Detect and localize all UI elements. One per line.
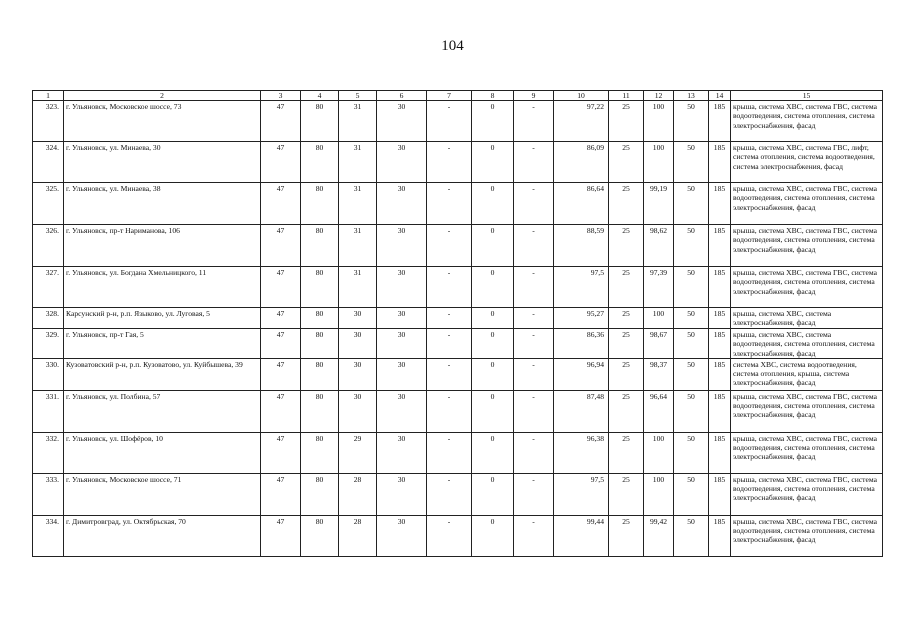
value-cell: -	[427, 358, 472, 390]
value-cell: 100	[644, 101, 674, 142]
works-cell: крыша, система ХВС, система ГВС, система водоотведения, система отопления, система электроснабжения, фасад	[731, 267, 883, 308]
value-cell: 97,22	[554, 101, 609, 142]
row-number-cell: 331.	[33, 390, 64, 432]
address-cell: г. Ульяновск, пр-т Гая, 5	[64, 329, 261, 359]
value-cell: 47	[261, 358, 301, 390]
value-cell: 185	[709, 225, 731, 267]
address-cell: г. Ульяновск, ул. Минаева, 38	[64, 183, 261, 225]
column-number: 7	[427, 91, 472, 101]
value-cell: -	[427, 432, 472, 473]
value-cell: 185	[709, 101, 731, 142]
value-cell: 80	[301, 358, 339, 390]
value-cell: 31	[339, 142, 377, 183]
table-row	[33, 515, 883, 556]
value-cell: 47	[261, 183, 301, 225]
address-cell: г. Ульяновск, ул. Полбина, 57	[64, 390, 261, 432]
value-cell: 50	[674, 225, 709, 267]
table-row	[33, 473, 883, 515]
works-cell: крыша, система ХВС, система ГВС, система водоотведения, система отопления, система электроснабжения, фасад	[731, 183, 883, 225]
value-cell: 99,19	[644, 183, 674, 225]
table-row	[33, 308, 883, 329]
value-cell: 25	[609, 432, 644, 473]
value-cell: 31	[339, 183, 377, 225]
value-cell: 25	[609, 308, 644, 329]
value-cell: 185	[709, 267, 731, 308]
value-cell: -	[427, 390, 472, 432]
value-cell: 96,64	[644, 390, 674, 432]
table-row	[33, 225, 883, 267]
value-cell: 25	[609, 390, 644, 432]
value-cell: 50	[674, 473, 709, 515]
value-cell: -	[514, 390, 554, 432]
works-cell: крыша, система ХВС, система ГВС, лифт, система отопления, система водоотведения, система электроснабжения, фасад	[731, 142, 883, 183]
works-cell: крыша, система ХВС, система ГВС, система водоотведения, система отопления, система электроснабжения, фасад	[731, 473, 883, 515]
value-cell: -	[514, 101, 554, 142]
value-cell: 0	[472, 183, 514, 225]
value-cell: 47	[261, 473, 301, 515]
value-cell: 185	[709, 358, 731, 390]
value-cell: 25	[609, 473, 644, 515]
value-cell: 185	[709, 308, 731, 329]
value-cell: 47	[261, 390, 301, 432]
address-cell: Кузоватовский р-н, р.п. Кузоватово, ул. Куйбышева, 39	[64, 358, 261, 390]
column-number: 6	[377, 91, 427, 101]
table-row	[33, 390, 883, 432]
row-number-cell: 330.	[33, 358, 64, 390]
row-number-cell: 324.	[33, 142, 64, 183]
value-cell: 30	[339, 358, 377, 390]
value-cell: 25	[609, 101, 644, 142]
column-number: 9	[514, 91, 554, 101]
address-cell: г. Ульяновск, пр-т Нариманова, 106	[64, 225, 261, 267]
value-cell: 47	[261, 432, 301, 473]
value-cell: 28	[339, 473, 377, 515]
works-cell: крыша, система ХВС, система ГВС, система водоотведения, система отопления, система электроснабжения, фасад	[731, 390, 883, 432]
value-cell: -	[514, 142, 554, 183]
value-cell: 80	[301, 267, 339, 308]
row-number-cell: 333.	[33, 473, 64, 515]
address-cell: г. Ульяновск, ул. Шофёров, 10	[64, 432, 261, 473]
value-cell: 97,39	[644, 267, 674, 308]
value-cell: 100	[644, 432, 674, 473]
value-cell: 99,42	[644, 515, 674, 556]
row-number-cell: 329.	[33, 329, 64, 359]
value-cell: 185	[709, 329, 731, 359]
works-cell: крыша, система ХВС, система ГВС, система водоотведения, система отопления, система электроснабжения, фасад	[731, 432, 883, 473]
value-cell: -	[514, 473, 554, 515]
value-cell: 0	[472, 225, 514, 267]
table-row	[33, 432, 883, 473]
value-cell: 185	[709, 142, 731, 183]
value-cell: 86,09	[554, 142, 609, 183]
value-cell: 30	[339, 329, 377, 359]
value-cell: 95,27	[554, 308, 609, 329]
value-cell: 30	[377, 142, 427, 183]
page-number: 104	[441, 38, 464, 54]
value-cell: 25	[609, 515, 644, 556]
value-cell: -	[427, 473, 472, 515]
value-cell: 30	[339, 390, 377, 432]
value-cell: 80	[301, 473, 339, 515]
value-cell: 100	[644, 142, 674, 183]
column-number: 12	[644, 91, 674, 101]
row-number-cell: 334.	[33, 515, 64, 556]
value-cell: 80	[301, 142, 339, 183]
value-cell: 25	[609, 183, 644, 225]
address-cell: г. Ульяновск, ул. Минаева, 30	[64, 142, 261, 183]
value-cell: 80	[301, 308, 339, 329]
works-cell: крыша, система ХВС, система ГВС, система водоотведения, система отопления, система электроснабжения, фасад	[731, 515, 883, 556]
value-cell: 25	[609, 225, 644, 267]
value-cell: 80	[301, 101, 339, 142]
column-number: 3	[261, 91, 301, 101]
value-cell: 80	[301, 432, 339, 473]
value-cell: 50	[674, 432, 709, 473]
value-cell: 30	[377, 225, 427, 267]
value-cell: 80	[301, 225, 339, 267]
value-cell: 99,44	[554, 515, 609, 556]
value-cell: -	[427, 515, 472, 556]
value-cell: 50	[674, 183, 709, 225]
column-number: 4	[301, 91, 339, 101]
value-cell: 50	[674, 515, 709, 556]
value-cell: 87,48	[554, 390, 609, 432]
value-cell: 88,59	[554, 225, 609, 267]
value-cell: -	[514, 267, 554, 308]
value-cell: 98,62	[644, 225, 674, 267]
value-cell: -	[514, 358, 554, 390]
column-number: 8	[472, 91, 514, 101]
value-cell: 80	[301, 390, 339, 432]
value-cell: 80	[301, 329, 339, 359]
column-number: 2	[64, 91, 261, 101]
value-cell: 50	[674, 308, 709, 329]
value-cell: 80	[301, 183, 339, 225]
value-cell: 97,5	[554, 473, 609, 515]
value-cell: -	[514, 225, 554, 267]
value-cell: 185	[709, 473, 731, 515]
value-cell: 25	[609, 329, 644, 359]
value-cell: 25	[609, 142, 644, 183]
value-cell: -	[514, 308, 554, 329]
value-cell: 0	[472, 329, 514, 359]
value-cell: -	[514, 183, 554, 225]
value-cell: -	[514, 515, 554, 556]
value-cell: 98,67	[644, 329, 674, 359]
value-cell: 185	[709, 390, 731, 432]
value-cell: 47	[261, 225, 301, 267]
works-cell: крыша, система ХВС, система электроснабжения, фасад	[731, 308, 883, 329]
value-cell: -	[514, 432, 554, 473]
value-cell: 47	[261, 142, 301, 183]
value-cell: 28	[339, 515, 377, 556]
value-cell: 29	[339, 432, 377, 473]
value-cell: 30	[339, 308, 377, 329]
works-cell: система ХВС, система водоотведения, система отопления, крыша, система электроснабжения, фасад	[731, 358, 883, 390]
value-cell: 0	[472, 267, 514, 308]
row-number-cell: 328.	[33, 308, 64, 329]
table-row	[33, 183, 883, 225]
value-cell: 31	[339, 267, 377, 308]
header-row	[33, 91, 883, 101]
address-cell: г. Ульяновск, Московское шоссе, 73	[64, 101, 261, 142]
value-cell: 86,64	[554, 183, 609, 225]
value-cell: -	[427, 101, 472, 142]
table-row	[33, 142, 883, 183]
value-cell: 47	[261, 101, 301, 142]
row-number-cell: 326.	[33, 225, 64, 267]
value-cell: 100	[644, 308, 674, 329]
value-cell: 80	[301, 515, 339, 556]
value-cell: 0	[472, 358, 514, 390]
value-cell: 50	[674, 267, 709, 308]
value-cell: 50	[674, 329, 709, 359]
value-cell: 47	[261, 308, 301, 329]
value-cell: 30	[377, 473, 427, 515]
column-number: 5	[339, 91, 377, 101]
value-cell: 98,37	[644, 358, 674, 390]
value-cell: 30	[377, 329, 427, 359]
value-cell: 0	[472, 101, 514, 142]
row-number-cell: 325.	[33, 183, 64, 225]
value-cell: 25	[609, 267, 644, 308]
table-row	[33, 329, 883, 359]
value-cell: 0	[472, 432, 514, 473]
value-cell: 97,5	[554, 267, 609, 308]
value-cell: 31	[339, 225, 377, 267]
address-cell: г. Ульяновск, Московское шоссе, 71	[64, 473, 261, 515]
value-cell: -	[427, 225, 472, 267]
value-cell: -	[427, 142, 472, 183]
value-cell: 100	[644, 473, 674, 515]
works-cell: крыша, система ХВС, система ГВС, система водоотведения, система отопления, система электроснабжения, фасад	[731, 101, 883, 142]
table-row	[33, 267, 883, 308]
table-row	[33, 358, 883, 390]
value-cell: 30	[377, 358, 427, 390]
value-cell: -	[427, 329, 472, 359]
value-cell: 0	[472, 142, 514, 183]
value-cell: 96,94	[554, 358, 609, 390]
value-cell: 30	[377, 515, 427, 556]
value-cell: 25	[609, 358, 644, 390]
row-number-cell: 327.	[33, 267, 64, 308]
value-cell: -	[427, 308, 472, 329]
value-cell: 30	[377, 308, 427, 329]
address-cell: г. Димитровград, ул. Октябрьская, 70	[64, 515, 261, 556]
value-cell: 30	[377, 432, 427, 473]
column-number: 15	[731, 91, 883, 101]
works-cell: крыша, система ХВС, система водоотведения, система отопления, система электроснабжения, фасад	[731, 329, 883, 359]
value-cell: 47	[261, 515, 301, 556]
value-cell: 30	[377, 390, 427, 432]
address-cell: г. Ульяновск, ул. Богдана Хмельницкого, 11	[64, 267, 261, 308]
value-cell: 50	[674, 101, 709, 142]
value-cell: 0	[472, 390, 514, 432]
value-cell: 0	[472, 308, 514, 329]
column-number: 11	[609, 91, 644, 101]
value-cell: -	[427, 267, 472, 308]
value-cell: 50	[674, 390, 709, 432]
value-cell: 0	[472, 515, 514, 556]
value-cell: 50	[674, 358, 709, 390]
value-cell: 47	[261, 329, 301, 359]
value-cell: 185	[709, 183, 731, 225]
works-cell: крыша, система ХВС, система ГВС, система водоотведения, система отопления, система электроснабжения, фасад	[731, 225, 883, 267]
value-cell: 86,36	[554, 329, 609, 359]
column-number: 1	[33, 91, 64, 101]
column-number: 10	[554, 91, 609, 101]
row-number-cell: 332.	[33, 432, 64, 473]
column-number: 13	[674, 91, 709, 101]
value-cell: 185	[709, 432, 731, 473]
row-number-cell: 323.	[33, 101, 64, 142]
value-cell: 30	[377, 101, 427, 142]
table-row	[33, 101, 883, 142]
value-cell: -	[427, 183, 472, 225]
column-number: 14	[709, 91, 731, 101]
value-cell: 185	[709, 515, 731, 556]
value-cell: 30	[377, 267, 427, 308]
value-cell: 0	[472, 473, 514, 515]
address-cell: Карсунский р-н, р.п. Языково, ул. Луговая, 5	[64, 308, 261, 329]
building-table	[32, 90, 883, 557]
value-cell: 50	[674, 142, 709, 183]
value-cell: 31	[339, 101, 377, 142]
value-cell: 30	[377, 183, 427, 225]
value-cell: 96,38	[554, 432, 609, 473]
value-cell: 47	[261, 267, 301, 308]
value-cell: -	[514, 329, 554, 359]
